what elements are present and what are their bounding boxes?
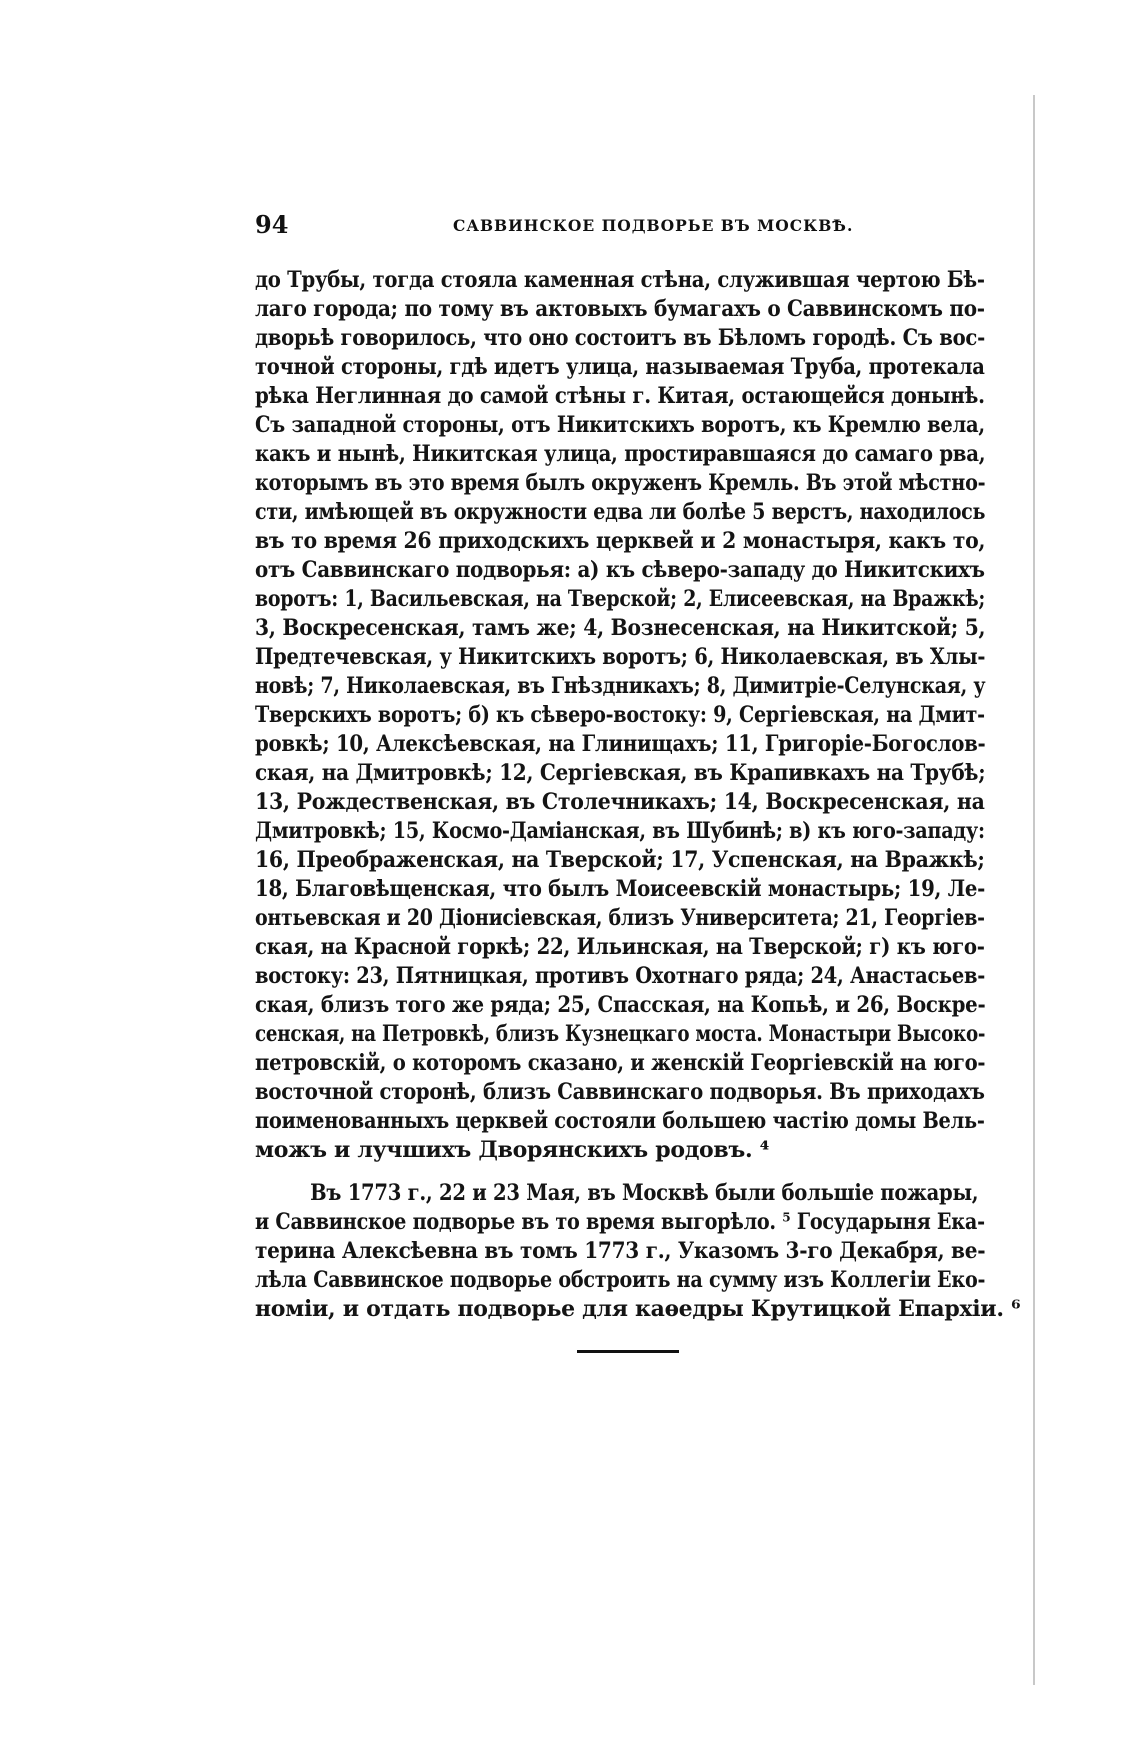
text-line: 3, Воскресенская, тамъ же; 4, Вознесенская, на Никитской; 5, xyxy=(255,615,986,641)
text-line: въ то время 26 приходскихъ церквей и 2 монастыря, какъ то, xyxy=(255,528,986,554)
text-line: Въ 1773 г., 22 и 23 Мая, въ Москвѣ были большіе пожары, xyxy=(310,1180,979,1206)
text-line: востоку: 23, Пятницкая, противъ Охотнаго ряда; 24, Анастасьев- xyxy=(255,963,986,989)
text-line: ская, близъ того же ряда; 25, Спасская, на Копьѣ, и 26, Воскре- xyxy=(255,992,986,1018)
text-line: 16, Преображенская, на Тверской; 17, Успенская, на Вражкѣ; xyxy=(255,847,985,873)
text-line: воротъ: 1, Васильевская, на Тверской; 2, Елисеевская, на Вражкѣ; xyxy=(255,586,986,612)
text-line: рѣка Неглинная до самой стѣны г. Китая, остающейся донынѣ. xyxy=(255,383,985,409)
text-line: которымъ въ это время былъ окруженъ Кремль. Въ этой мѣстно- xyxy=(255,470,986,496)
text-line: ская, на Дмитровкѣ; 12, Сергіевская, въ Крапивкахъ на Трубѣ; xyxy=(255,760,986,786)
paragraph xyxy=(255,1179,1021,1324)
text-line: точной стороны, гдѣ идетъ улица, называемая Труба, протекала xyxy=(255,354,985,380)
text-line: до Трубы, тогда стояла каменная стѣна, служившая чертою Бѣ- xyxy=(255,267,985,293)
text-line: петровскій, о которомъ сказано, и женскій Георгіевскій на юго- xyxy=(255,1050,986,1076)
text-line: ская, на Красной горкѣ; 22, Ильинская, на Тверской; г) къ юго- xyxy=(255,934,985,960)
text-line: ровкѣ; 10, Алексѣевская, на Глинищахъ; 11, Григоріе-Богослов- xyxy=(255,731,986,757)
page-edge-line xyxy=(1033,95,1035,1685)
text-line: и Саввинское подворье въ то время выгорѣло. ⁵ Государыня Ека- xyxy=(255,1209,985,1235)
text-line: сенская, на Петровкѣ, близъ Кузнецкаго моста. Монастыри Высоко- xyxy=(255,1021,986,1047)
text-line: номіи, и отдать подворье для каѳедры Крутицкой Епархіи. ⁶ xyxy=(255,1296,1021,1322)
text-line: отъ Саввинскаго подворья: а) къ сѣверо-западу до Никитскихъ xyxy=(255,557,985,583)
paragraph xyxy=(255,266,985,1165)
page-header xyxy=(255,210,985,240)
text-line: дворьѣ говорилось, что оно состоитъ въ Бѣломъ городѣ. Съ вос- xyxy=(255,325,985,351)
text-line: сти, имѣющей въ окружности едва ли болѣе 5 верстъ, находилось xyxy=(255,499,986,525)
text-line: лаго города; по тому въ актовыхъ бумагахъ о Саввинскомъ по- xyxy=(255,296,985,322)
text-line: Предтечевская, у Никитскихъ воротъ; 6, Николаевская, въ Хлы- xyxy=(255,644,986,670)
body-text xyxy=(255,266,1021,1324)
text-line: лѣла Саввинское подворье обстроить на сумму изъ Коллегіи Еко- xyxy=(255,1267,986,1293)
text-line: терина Алексѣевна въ томъ 1773 г., Указомъ 3-го Декабря, ве- xyxy=(255,1238,986,1264)
text-line: онтьевская и 20 Діонисіевская, близъ Университета; 21, Георгіев- xyxy=(255,905,985,931)
page-number: 94 xyxy=(255,210,289,239)
running-title: САВВИНСКОЕ ПОДВОРЬЕ ВЪ МОСКВѢ. xyxy=(453,216,854,235)
text-line: 13, Рождественская, въ Столечникахъ; 14, Воскресенская, на xyxy=(255,789,985,815)
text-line: Тверскихъ воротъ; б) къ сѣверо-востоку: 9, Сергіевская, на Дмит- xyxy=(255,702,985,728)
text-line: восточной сторонѣ, близъ Саввинскаго подворья. Въ приходахъ xyxy=(255,1079,985,1105)
text-line: Дмитровкѣ; 15, Космо-Даміанская, въ Шубинѣ; в) къ юго-западу: xyxy=(255,818,985,844)
text-line: 18, Благовѣщенская, что былъ Моисеевскій монастырь; 19, Ле- xyxy=(255,876,986,902)
section-end-rule xyxy=(577,1350,679,1353)
text-line: можъ и лучшихъ Дворянскихъ родовъ. ⁴ xyxy=(255,1137,770,1163)
text-line: какъ и нынѣ, Никитская улица, простиравшаяся до самаго рва, xyxy=(255,441,986,467)
text-line: поименованныхъ церквей состояли большею частію домы Вель- xyxy=(255,1108,985,1134)
text-line: Съ западной стороны, отъ Никитскихъ воротъ, къ Кремлю вела, xyxy=(255,412,985,438)
text-line: новѣ; 7, Николаевская, въ Гнѣздникахъ; 8, Димитріе-Селунская, у xyxy=(255,673,986,699)
